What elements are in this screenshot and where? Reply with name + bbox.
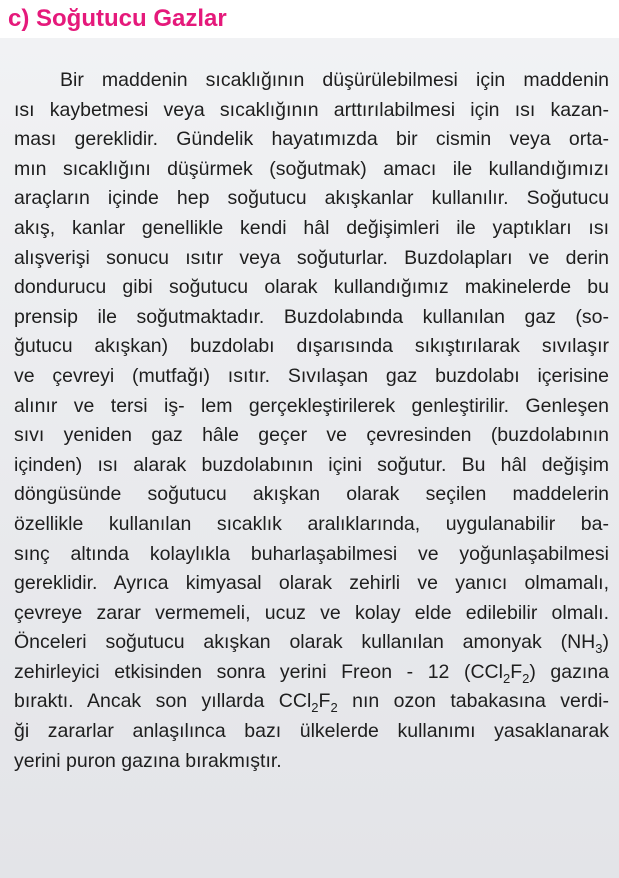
paragraph-line: ği zararlar anlaşılınca bazı ülkelerde kullanımı yasaklanarak — [14, 720, 609, 743]
paragraph-line: sınç altında kolaylıkla buharlaşabilmesi ve yoğunlaşabilmesi — [14, 542, 609, 565]
paragraph-line: alışverişi sonucu ısıtır veya soğuturlar. Buzdolapları ve derin — [14, 246, 609, 269]
paragraph-line: ve çevreyi (mutfağı) ısıtır. Sıvılaşan gaz buzdolabı içerisine — [14, 364, 609, 387]
paragraph-line: çevreye zarar vermemeli, ucuz ve kolay elde edilebilir olmalı. — [14, 601, 609, 624]
paragraph-line: Önceleri soğutucu akışkan olarak kullanılan amonyak $(NH_3)$ — [14, 631, 609, 657]
paragraph-line: alınır ve tersi iş- lem gerçekleştirilerek genleştirilir. Genleşen — [14, 394, 609, 417]
paragraph-line: yerini puron gazına bırakmıştır. — [14, 749, 282, 772]
paragraph-line: dondurucu gibi soğutucu olarak kullandığımız makinelerde bu — [14, 276, 609, 299]
paragraph-line: döngüsünde soğutucu akışkan olarak seçilen maddelerin — [14, 483, 609, 506]
paragraph-line: prensip ile soğutmaktadır. Buzdolabında kullanılan gaz (so- — [14, 305, 609, 328]
paragraph-line: içinden) ısı alarak buzdolabının içini soğutur. Bu hâl değişim — [14, 453, 609, 476]
paragraph-line: özellikle kullanılan sıcaklık aralıklarında, uygulanabilir ba- — [14, 512, 609, 535]
text-panel — [0, 38, 619, 878]
paragraph-line: araçların içinde hep soğutucu akışkanlar kullanılır. Soğutucu — [14, 187, 609, 210]
paragraph-line: zehirleyici etkisinden sonra yerini Freon - 12 $(CCl_2F_2)$ gazına — [14, 660, 609, 686]
paragraph-line: Bir maddenin sıcaklığının düşürülebilmesi için maddenin — [60, 69, 609, 91]
paragraph-line: mın sıcaklığını düşürmek (soğutmak) amacı ile kullandığımızı — [14, 157, 609, 180]
section-heading: c) Soğutucu Gazlar — [0, 0, 619, 38]
paragraph-line: sıvı yeniden gaz hâle geçer ve çevresinden (buzdolabının — [14, 424, 609, 447]
paragraph-line: akış, kanlar genellikle kendi hâl değişimleri ile yaptıkları ısı — [14, 216, 609, 239]
paragraph-line: ısı kaybetmesi veya sıcaklığının arttırılabilmesi için ısı kazan- — [14, 98, 609, 121]
body-paragraph — [14, 66, 609, 776]
paragraph-line: bıraktı. Ancak son yıllarda $CCl_2F_2$ nın ozon tabakasına verdi- — [14, 690, 609, 716]
paragraph-line: ğutucu akışkan) buzdolabı dışarısında sıkıştırılarak sıvılaşır — [14, 335, 609, 358]
paragraph-line: ması gereklidir. Gündelik hayatımızda bir cismin veya orta- — [14, 128, 609, 151]
paragraph-line: gereklidir. Ayrıca kimyasal olarak zehirli ve yanıcı olmamalı, — [14, 572, 609, 595]
